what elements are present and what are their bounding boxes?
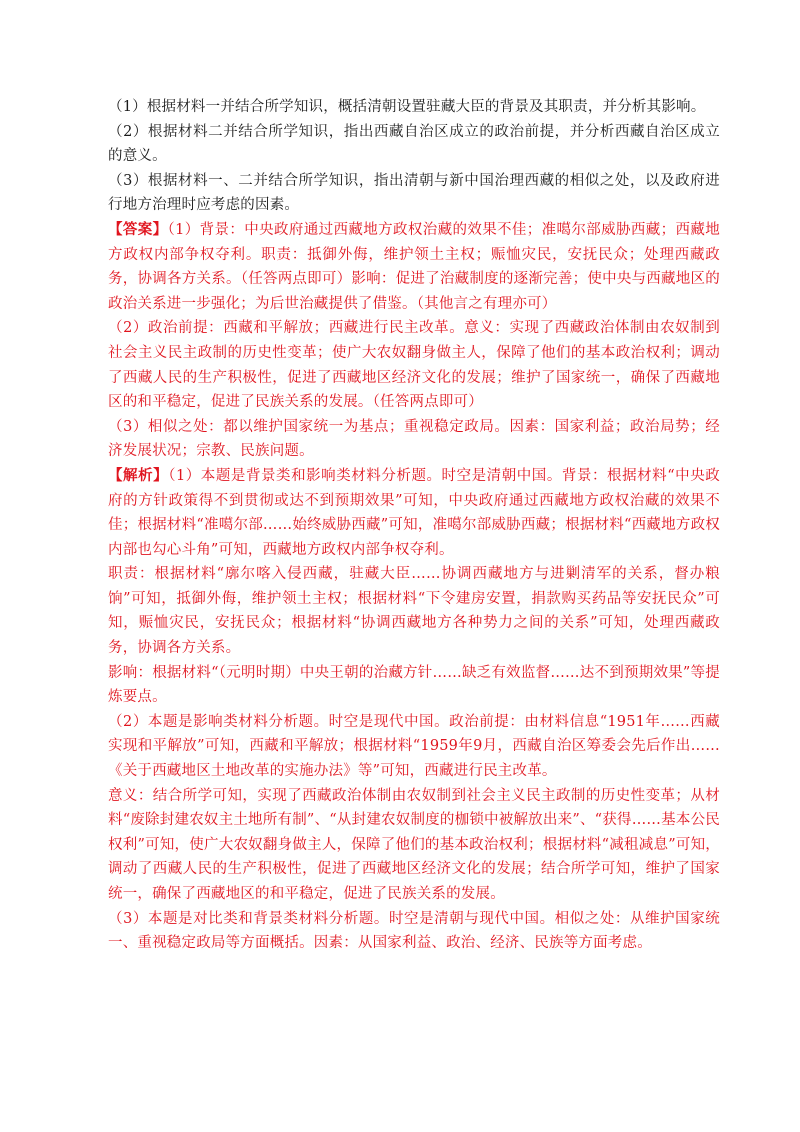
analysis-impact: 影响：根据材料“（元明时期）中央王朝的治藏方针……缺乏有效监督……达不到预期效果”等提炼要点。	[108, 664, 720, 706]
analysis-part-2: （2）本题是影响类材料分析题。时空是现代中国。政治前提：由材料信息“1951年……西藏实现和平解放”可知，西藏和平解放；根据材料“1959年9月，西藏自治区筹委会先后作出……《关于西藏地区土地改革的实施办法》等”可知，西藏进行民主改革。	[108, 713, 720, 780]
question-2: （2）根据材料二并结合所学知识，指出西藏自治区成立的政治前提，并分析西藏自治区成立的意义。	[108, 123, 720, 165]
answer-part-1	[108, 218, 720, 316]
analysis-tag: 【解析】	[108, 466, 169, 484]
answer-part-3: （3）相似之处：都以维护国家统一为基点；重视稳定政局。因素：国家利益；政治局势；经济发展状况；宗教、民族问题。	[108, 418, 720, 460]
answer-tag: 【答案】	[108, 220, 168, 238]
document-body	[108, 95, 720, 956]
analysis-significance: 意义：结合所学可知，实现了西藏政治体制由农奴制到社会主义民主政制的历史性变革；从材料“废除封建农奴主土地所有制”、“从封建农奴制度的枷锁中被解放出来”、“获得……基本公民权利”可知，使广大农奴翻身做主人，保障了他们的基本政治权利；根据材料“减租减息”可知，调动了西藏人民的生产积极性，促进了西藏地区经济文化的发展；结合所学可知，维护了国家统一，确保了西藏地区的和平稳定，促进了民族关系的发展。	[108, 787, 720, 902]
analysis-text-1: （1）本题是背景类和影响类材料分析题。时空是清朝中国。背景：根据材料“中央政府的方针政策得不到贯彻或达不到预期效果”可知，中央政府通过西藏地方政权治藏的效果不佳；根据材料“准噶尔部……始终威胁西藏”可知，准噶尔部威胁西藏；根据材料“西藏地方政权内部也勾心斗角”可知，西藏地方政权内部争权夺利。	[108, 467, 720, 558]
analysis-part-3: （3）本题是对比类和背景类材料分析题。时空是清朝与现代中国。相似之处：从维护国家统一、重视稳定政局等方面概括。因素：从国家利益、政治、经济、民族等方面考虑。	[108, 910, 720, 952]
question-3: （3）根据材料一、二并结合所学知识，指出清朝与新中国治理西藏的相似之处，以及政府进行地方治理时应考虑的因素。	[108, 172, 720, 214]
answer-text-1: （1）背景：中央政府通过西藏地方政权治藏的效果不佳；准噶尔部威胁西藏；西藏地方政权内部争权夺利。职责：抵御外侮，维护领土主权；赈恤灾民，安抚民众；处理西藏政务，协调各方关系。（任答两点即可）影响：促进了治藏制度的逐渐完善；使中央与西藏地区的政治关系进一步强化；为后世治藏提供了借鉴。（其他言之有理亦可）	[108, 221, 720, 312]
analysis-part-1	[108, 464, 720, 562]
answer-part-2: （2）政治前提：西藏和平解放；西藏进行民主改革。意义：实现了西藏政治体制由农奴制到社会主义民主政制的历史性变革；使广大农奴翻身做主人，保障了他们的基本政治权利；调动了西藏人民的生产积极性，促进了西藏地区经济文化的发展；维护了国家统一，确保了西藏地区的和平稳定，促进了民族关系的发展。（任答两点即可）	[108, 320, 720, 411]
analysis-duties: 职责：根据材料“廓尔喀入侵西藏，驻藏大臣……协调西藏地方与进剿清军的关系，督办粮饷”可知，抵御外侮，维护领土主权；根据材料“下令建房安置，捐款购买药品等安抚民众”可知，赈恤灾民，安抚民众；根据材料“协调西藏地方各种势力之间的关系”可知，处理西藏政务，协调各方关系。	[108, 566, 720, 657]
question-1: （1）根据材料一并结合所学知识，概括清朝设置驻藏大臣的背景及其职责，并分析其影响。	[108, 99, 706, 115]
